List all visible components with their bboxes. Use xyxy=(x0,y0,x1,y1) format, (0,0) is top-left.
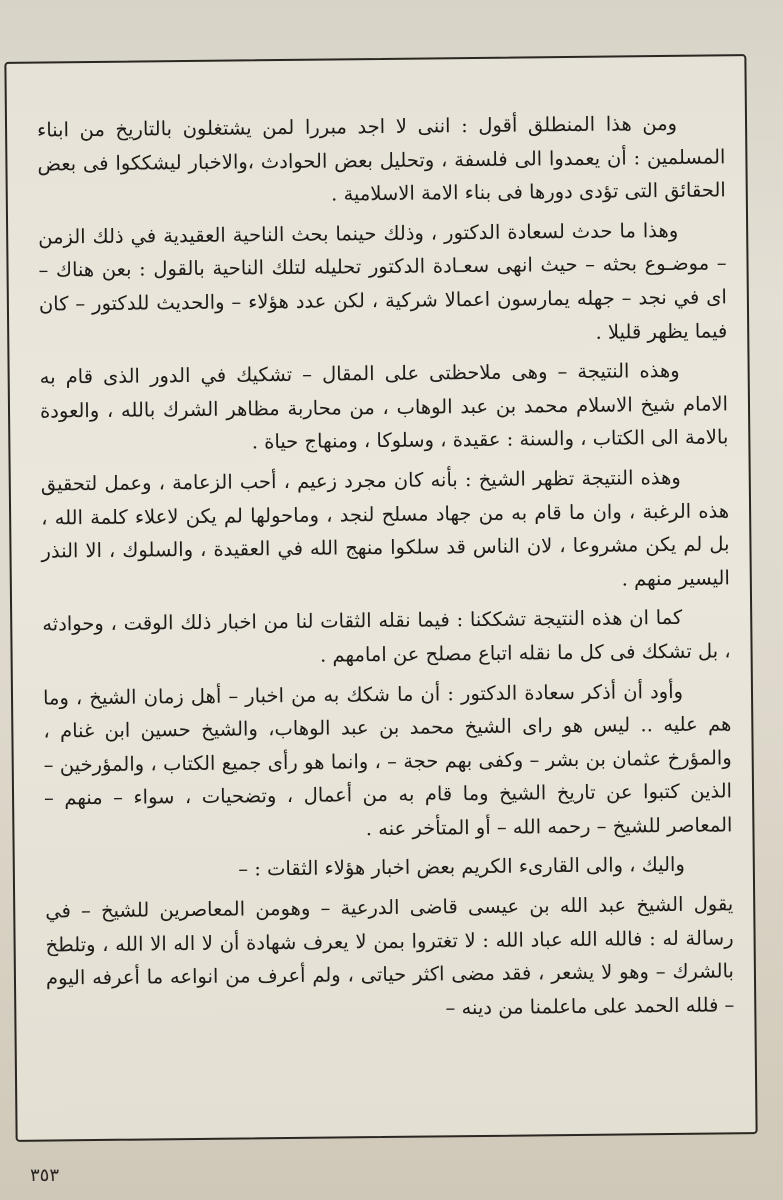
paragraph-2: وهذا ما حدث لسعادة الدكتور ، وذلك حينما بحث الناحية العقيدية في ذلك الزمن – موضـوع بحثه – حيث انهى سعـادة الدكتور تحليله لتلك الناحية بالقول : بعن هناك – اى في نجد – جهله يمارسون اعمالا شركية ، لكن عدد هؤلاء – والحديث للدكتور – كان فيما يظهر قليلا . xyxy=(38,218,728,344)
paragraph-3: وهذه النتيجة – وهى ملاحظتى على المقال – تشكيك في الدور الذى قام به الامام شيخ الاسلام محمد بن عبد الوهاب ، من محاربة مظاهر الشرك بالله ، والعودة بالامة الى الكتاب ، والسنة : عقيدة ، وسلوكا ، ومنهاج حياة . xyxy=(39,359,729,454)
paragraph-1: ومن هذا المنطلق أقول : اننى لا اجد مبررا لمن يشتغلون بالتاريخ من ابناء المسلمين : أن يعمدوا الى فلسفة ، وتحليل بعض الحوادث ،والاخبار ليشككوا فى بعض الحقائق التى تؤدى دورها فى بناء الامة الاسلامية . xyxy=(36,111,726,206)
paragraph-6: وأود أن أذكر سعادة الدكتور : أن ما شكك به من اخبار – أهل زمان الشيخ ، وما هم عليه .. ليس هو راى الشيخ محمد بن عبد الوهاب، والشيخ حسين ابن غنام ، والمؤرخ عثمان بن بشر – وكفى بهم حجة – ، وانما هو رأى جميع الكتاب ، والمؤرخين – الذين كتبوا عن تاريخ الشيخ وما قام به من أعمال ، وتضحيات ، سواء – منهم – المعاصر للشيخ – رحمه الله – أو المتأخر عنه . xyxy=(42,679,733,841)
page-number: ٣٥٣ xyxy=(30,1165,60,1186)
paragraph-4: وهذه النتيجة تظهر الشيخ : بأنه كان مجرد زعيم ، أحب الزعامة ، وعمل لتحقيق هذه الرغبة ، وان ما قام به من جهاد مسلح لنجد ، وماحولها لم يكن لاعلاء كلمة الله ، بل لم يكن مشروعا ، لان الناس قد سلكوا منهج الله في العقيدة ، والسلوك ، الا النذر اليسير منهم . xyxy=(40,465,730,591)
paragraph-7: واليك ، والى القارىء الكريم بعض اخبار هؤلاء الثقات : – xyxy=(238,853,685,881)
paragraph-8: يقول الشيخ عبد الله بن عيسى قاضى الدرعية – وهومن المعاصرين للشيخ – في رسالة له : فالله الله عباد الله : لا تغتروا بمن لا يعرف شهادة أن لا اله الا الله ، وتلطخ بالشرك – وهو لا يشعر ، فقد مضى اكثر حياتى ، ولم أعرف من انواعه ما أعرفه اليوم – فلله الحمد على ماعلمنا من دينه – xyxy=(45,892,735,1020)
paragraph-5: كما ان هذه النتيجة تشككنا : فيما نقله الثقات لنا من اخبار ذلك الوقت ، وحوادثه ، بل تشكك فى كل ما نقله اتباع مصلح عن امامهم . xyxy=(42,606,731,667)
page-text-block xyxy=(37,106,735,1035)
page-border-frame xyxy=(4,54,757,1142)
